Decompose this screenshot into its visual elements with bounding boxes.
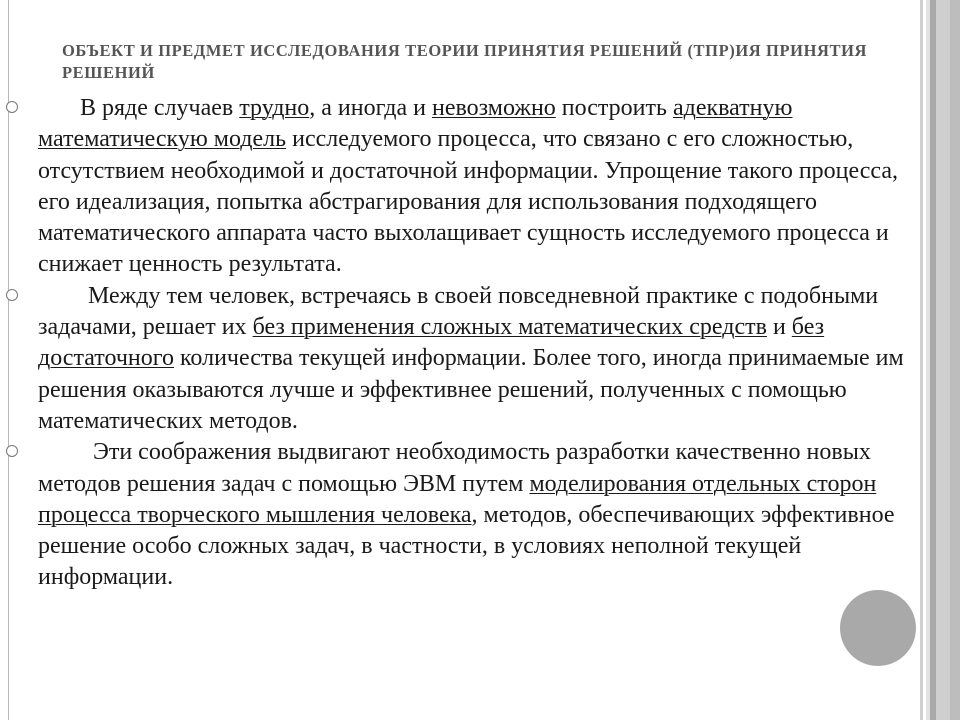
bullet-icon [6, 445, 18, 457]
paragraph-text: и [766, 314, 792, 341]
bullet-icon [6, 289, 18, 301]
paragraph-text: Эти соображения выдвигают необходимость разработки качественно новых методов решения задач с помощью ЭВМ путем [38, 439, 871, 497]
paragraph-text: построить [555, 95, 673, 121]
paragraph-text: исследуемого процесса, что связано с его сложностью, отсутствием необходимой и достаточной информации. Упрощение такого процесса, его идеализация, попытка абстрагирования для использования подходящего математического аппарата часто выхолащивает сущность исследуемого процесса и снижает ценность результата. [38, 126, 899, 278]
underlined-text: адекватную математическую модель [38, 95, 793, 153]
paragraph-1 [38, 93, 933, 281]
decorative-circle [840, 590, 916, 666]
underlined-text: невозможно [431, 95, 556, 121]
underlined-text: без применения сложных математических средств [252, 314, 767, 341]
underlined-text: моделирования отдельных сторон процесса творческого мышления человека [38, 470, 877, 528]
slide-body [38, 93, 933, 594]
paragraph-text: , а иногда и [309, 95, 432, 121]
bullet-icon [6, 101, 18, 113]
paragraph-text: , методов, обеспечивающих эффективное решение особо сложных задач, в частности, в условиях неполной текущей информации. [38, 501, 895, 591]
paragraph-2 [38, 281, 933, 437]
paragraph-text: Между тем человек, встречаясь в своей повседневной практике с подобными задачами, решает их [38, 282, 879, 341]
paragraph-text: В ряде случаев [80, 95, 240, 121]
right-stripe [950, 0, 960, 720]
slide-title: ОБЪЕКТ И ПРЕДМЕТ ИССЛЕДОВАНИЯ ТЕОРИИ ПРИНЯТИЯ РЕШЕНИЙ (ТПР)ИЯ ПРИНЯТИЯ РЕШЕНИЙ [62, 41, 868, 82]
right-stripe [936, 0, 950, 720]
paragraph-text: количества текущей информации. Более того, иногда принимаемые им решения оказываются лучше и эффективнее решений, полученных с помощью математических методов. [38, 345, 904, 434]
paragraph-3 [38, 437, 933, 593]
underlined-text: трудно [239, 95, 310, 121]
underlined-text: без достаточного [38, 314, 825, 372]
